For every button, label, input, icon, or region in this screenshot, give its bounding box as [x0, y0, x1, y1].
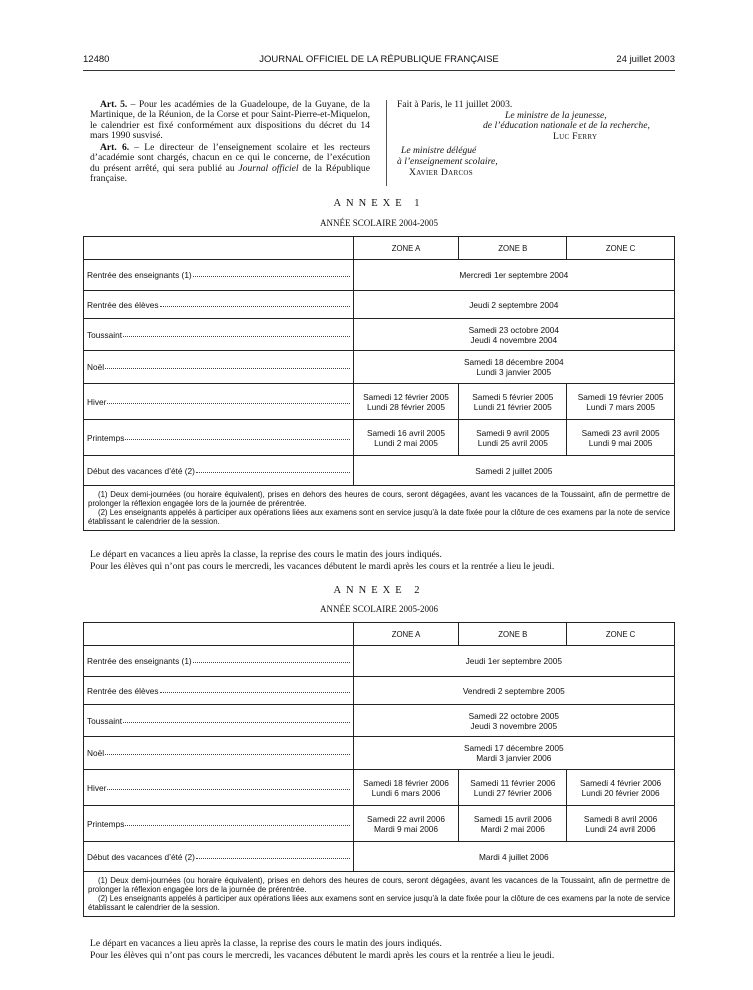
date-line: Samedi 15 avril 2006	[473, 813, 552, 824]
notes-row	[84, 486, 675, 531]
leader-dots	[125, 438, 349, 440]
period-label	[87, 270, 353, 280]
minister-title-1: Le ministre de la jeunesse,	[505, 109, 607, 121]
zone-date-cell	[567, 384, 675, 420]
all-zones-cell	[353, 646, 674, 677]
leader-dots	[125, 824, 349, 826]
period-label	[87, 433, 353, 443]
all-zones-cell	[353, 351, 674, 384]
notes-row	[84, 872, 675, 917]
calendar-row	[84, 420, 675, 456]
zone-date-cell	[459, 770, 567, 806]
all-zones-cell	[353, 705, 674, 737]
date-line: Samedi 23 octobre 2004	[468, 324, 559, 335]
date-line: Mardi 9 mai 2006	[373, 823, 439, 834]
period-label-text: Toussaint	[87, 329, 123, 340]
delegate-title-2: à l’enseignement scolaire,	[397, 155, 498, 167]
minister-title-2: de l’éducation nationale et de la recherche,	[483, 120, 650, 132]
annexe-2-table-body	[84, 623, 675, 917]
period-label-cell	[84, 770, 354, 806]
leader-dots	[105, 753, 350, 755]
date-line: Samedi 23 avril 2005	[581, 427, 660, 438]
leader-dots	[107, 402, 349, 404]
date-line: Jeudi 4 novembre 2004	[470, 334, 558, 345]
date-line: Mercredi 1er septembre 2004	[459, 270, 569, 280]
date-line: Mardi 2 mai 2006	[480, 823, 545, 834]
period-label-cell	[84, 677, 354, 705]
zone-header-cell: ZONE B	[459, 623, 567, 646]
leader-dots	[196, 857, 350, 859]
period-label-cell	[84, 806, 354, 842]
period-label-text: Hiver	[87, 782, 107, 793]
period-label-cell	[84, 291, 354, 319]
period-label-text: Noël	[87, 748, 105, 758]
period-label-cell	[84, 384, 354, 420]
annexe-1-title: ANNEXE 1	[333, 198, 425, 209]
article-6-italic: Journal officiel	[238, 162, 299, 174]
period-label	[87, 330, 353, 340]
date-line: Samedi 5 février 2005	[472, 391, 554, 402]
annexe-2-title: ANNEXE 2	[333, 585, 425, 596]
annexe-1-footer-line-1: Le départ en vacances a lieu après la classe, la reprise des cours le matin des jours indiqués.	[90, 549, 442, 560]
articles-column	[90, 100, 370, 186]
journal-title: JOURNAL OFFICIEL DE LA RÉPUBLIQUE FRANÇAISE	[259, 54, 499, 65]
date-line: Samedi 12 février 2005	[363, 391, 449, 402]
period-label-text: Rentrée des élèves	[87, 685, 159, 696]
date-line: Lundi 25 avril 2005	[477, 437, 548, 448]
date-line: Samedi 4 février 2006	[580, 777, 662, 788]
footnote: (1) Deux demi-journées (ou horaire équivalent), prises en dehors des heures de cours, seront dégagées, avant les vacances de la Toussaint, afin de permettre de prolonger la réflexion engagée lors de la journée de prérentrée.	[88, 876, 670, 894]
notes-cell	[84, 486, 675, 531]
zone-date-cell	[567, 420, 675, 456]
annexe-1-footer	[90, 549, 680, 572]
leader-dots	[160, 691, 350, 693]
leader-dots	[123, 721, 350, 723]
calendar-row	[84, 291, 675, 319]
date-line: Lundi 3 janvier 2005	[476, 367, 552, 377]
calendar-row	[84, 351, 675, 384]
period-label-text: Noël	[87, 362, 105, 372]
period-label-cell	[84, 646, 354, 677]
period-label	[87, 656, 353, 666]
period-label-text: Printemps	[87, 818, 125, 829]
annexe-2-table	[83, 622, 675, 917]
date-line: Samedi 16 avril 2005	[367, 427, 445, 438]
calendar-row	[84, 737, 675, 770]
period-label-cell	[84, 420, 354, 456]
period-label-cell	[84, 456, 354, 486]
period-label	[87, 466, 353, 476]
period-label	[87, 686, 353, 696]
table-notes	[84, 487, 674, 529]
annexe-2-subtitle: ANNÉE SCOLAIRE 2005-2006	[320, 604, 438, 614]
delegate-title-1: Le ministre délégué	[401, 145, 477, 157]
period-label-cell	[84, 319, 354, 351]
all-zones-cell	[353, 677, 674, 705]
annexe-1-footer-line-2: Pour les élèves qui n’ont pas cours le mercredi, les vacances débutent le mardi après les cours et la rentrée a lieu le jeudi.	[90, 560, 555, 572]
zone-header-row	[84, 623, 675, 646]
zone-date-cell	[353, 384, 459, 420]
period-label	[87, 748, 353, 758]
leader-dots	[193, 661, 350, 663]
page-number: 12480	[83, 54, 110, 65]
article-5-text: – Pour les académies de la Guadeloupe, de la Guyane, de la Martinique, de la Réunion, de la Corse et pour Saint-Pierre-et-Miquelon, le calendrier est fixé conformément aux dispositions du décret du 14 mars 1990 susvisé.	[90, 99, 370, 141]
period-label	[87, 783, 353, 793]
date-line: Lundi 7 mars 2005	[586, 401, 655, 412]
period-label-cell	[84, 737, 354, 770]
all-zones-cell	[353, 319, 674, 351]
all-zones-cell	[353, 291, 674, 319]
signature-block	[397, 100, 675, 178]
calendar-row	[84, 806, 675, 842]
date-line: Samedi 22 avril 2006	[367, 813, 445, 824]
zone-header-cell: ZONE B	[459, 237, 567, 260]
article-6-label: Art. 6.	[100, 142, 130, 154]
leader-dots	[193, 275, 350, 277]
date-line: Samedi 2 juillet 2005	[475, 465, 553, 476]
period-label	[87, 852, 353, 862]
calendar-row	[84, 677, 675, 705]
zone-header-row	[84, 237, 675, 260]
date-line: Mardi 4 juillet 2006	[478, 851, 549, 862]
footnote: (1) Deux demi-journées (ou horaire équivalent), prises en dehors des heures de cours, seront dégagées, avant les vacances de la Toussaint, afin de permettre de prolonger la réflexion engagée lors de la journée de prérentrée.	[88, 490, 670, 508]
zone-header-cell: ZONE A	[353, 237, 459, 260]
calendar-row	[84, 646, 675, 677]
footnote: (2) Les enseignants appelés à participer aux opérations liées aux examens sont en service jusqu’à la date fixée pour la clôture de ces examens par la note de service établissant le calendrier de la session.	[88, 508, 670, 526]
period-label-text: Début des vacances d’été (2)	[87, 851, 195, 862]
date-line: Lundi 21 février 2005	[473, 401, 552, 412]
zone-date-cell	[567, 770, 675, 806]
calendar-row	[84, 384, 675, 420]
date-line: Lundi 24 avril 2006	[585, 823, 656, 834]
calendar-row	[84, 842, 675, 872]
annexe-2-footer-line-1: Le départ en vacances a lieu après la classe, la reprise des cours le matin des jours indiqués.	[90, 938, 442, 949]
annexe-1-subtitle: ANNÉE SCOLAIRE 2004-2005	[320, 218, 438, 228]
calendar-row	[84, 770, 675, 806]
signature-place-date: Fait à Paris, le 11 juillet 2003.	[397, 99, 513, 110]
period-label	[87, 300, 353, 310]
leader-dots	[107, 788, 349, 790]
period-label-text: Hiver	[87, 396, 107, 407]
delegate-name: Xavier Darcos	[409, 166, 473, 178]
date-line: Lundi 2 mai 2005	[374, 437, 438, 448]
date-line: Jeudi 1er septembre 2005	[465, 656, 562, 666]
date-line: Lundi 20 février 2006	[581, 787, 660, 798]
period-label	[87, 397, 353, 407]
zone-date-cell	[459, 420, 567, 456]
footnote: (2) Les enseignants appelés à participer aux opérations liées aux examens sont en service jusqu’à la date fixée pour la clôture de ces examens par la note de service établissant le calendrier de la session.	[88, 894, 670, 912]
zone-date-cell	[353, 770, 459, 806]
date-line: Mardi 3 janvier 2006	[476, 753, 552, 763]
period-label-cell	[84, 705, 354, 737]
annexe-2-footer-line-2: Pour les élèves qui n’ont pas cours le mercredi, les vacances débutent le mardi après les cours et la rentrée a lieu le jeudi.	[90, 949, 555, 961]
calendar-row	[84, 456, 675, 486]
notes-cell	[84, 872, 675, 917]
period-label-cell	[84, 351, 354, 384]
date-line: Samedi 18 décembre 2004	[463, 357, 564, 367]
date-line: Samedi 19 février 2005	[577, 391, 664, 402]
period-label	[87, 716, 353, 726]
table-notes	[84, 873, 674, 915]
period-label-text: Rentrée des élèves	[87, 299, 159, 310]
annexe-1-table	[83, 236, 675, 531]
article-5	[90, 100, 370, 141]
zone-header-cell: ZONE C	[567, 623, 675, 646]
leader-dots	[196, 471, 350, 473]
date-line: Samedi 22 octobre 2005	[468, 710, 559, 721]
header-blank-cell	[84, 623, 354, 646]
date-line: Lundi 27 février 2006	[473, 787, 552, 798]
zone-date-cell	[567, 806, 675, 842]
calendar-row	[84, 260, 675, 291]
calendar-row	[84, 319, 675, 351]
annexe-2-footer	[90, 938, 680, 961]
article-6-text-a: – Le directeur de l’enseignement scolaire et les recteurs d’académie sont chargés, chacun en ce qui le concerne, de l’exécution du présent arrêté, qui sera publié au	[90, 142, 370, 174]
zone-date-cell	[459, 384, 567, 420]
column-separator	[386, 100, 387, 186]
article-6	[90, 143, 370, 184]
leader-dots	[105, 367, 350, 369]
article-5-label: Art. 5.	[100, 99, 128, 110]
header-blank-cell	[84, 237, 354, 260]
zone-header-cell: ZONE A	[353, 623, 459, 646]
leader-dots	[160, 305, 350, 307]
period-label	[87, 362, 353, 372]
period-label-text: Toussaint	[87, 715, 123, 726]
zone-date-cell	[353, 420, 459, 456]
minister-name: Luc Ferry	[553, 130, 598, 142]
zone-date-cell	[459, 806, 567, 842]
date-line: Samedi 18 février 2006	[363, 777, 449, 788]
all-zones-cell	[353, 842, 674, 872]
date-line: Jeudi 3 novembre 2005	[470, 720, 558, 731]
date-line: Samedi 11 février 2006	[470, 777, 556, 788]
period-label-cell	[84, 260, 354, 291]
date-line: Samedi 9 avril 2005	[476, 427, 550, 438]
date-line: Samedi 17 décembre 2005	[463, 743, 564, 753]
all-zones-cell	[353, 260, 674, 291]
date-line: Jeudi 2 septembre 2004	[469, 299, 559, 310]
zone-date-cell	[353, 806, 459, 842]
date-line: Lundi 6 mars 2006	[371, 787, 441, 798]
period-label-text: Début des vacances d’été (2)	[87, 465, 195, 476]
header-rule	[83, 70, 675, 71]
period-label-text: Rentrée des enseignants (1)	[87, 656, 192, 666]
all-zones-cell	[353, 456, 674, 486]
period-label-cell	[84, 842, 354, 872]
annexe-1-table-body	[84, 237, 675, 531]
period-label-text: Printemps	[87, 432, 125, 443]
date-line: Lundi 28 février 2005	[367, 401, 445, 412]
leader-dots	[123, 335, 350, 337]
date-line: Vendredi 2 septembre 2005	[462, 685, 565, 696]
page-header	[83, 54, 675, 68]
calendar-row	[84, 705, 675, 737]
period-label-text: Rentrée des enseignants (1)	[87, 270, 192, 280]
publication-date: 24 juillet 2003	[616, 54, 675, 65]
article-6-text-b: de la République française.	[90, 162, 370, 185]
zone-header-cell: ZONE C	[567, 237, 675, 260]
date-line: Lundi 9 mai 2005	[588, 437, 653, 448]
period-label	[87, 819, 353, 829]
date-line: Samedi 8 avril 2006	[583, 813, 658, 824]
all-zones-cell	[353, 737, 674, 770]
